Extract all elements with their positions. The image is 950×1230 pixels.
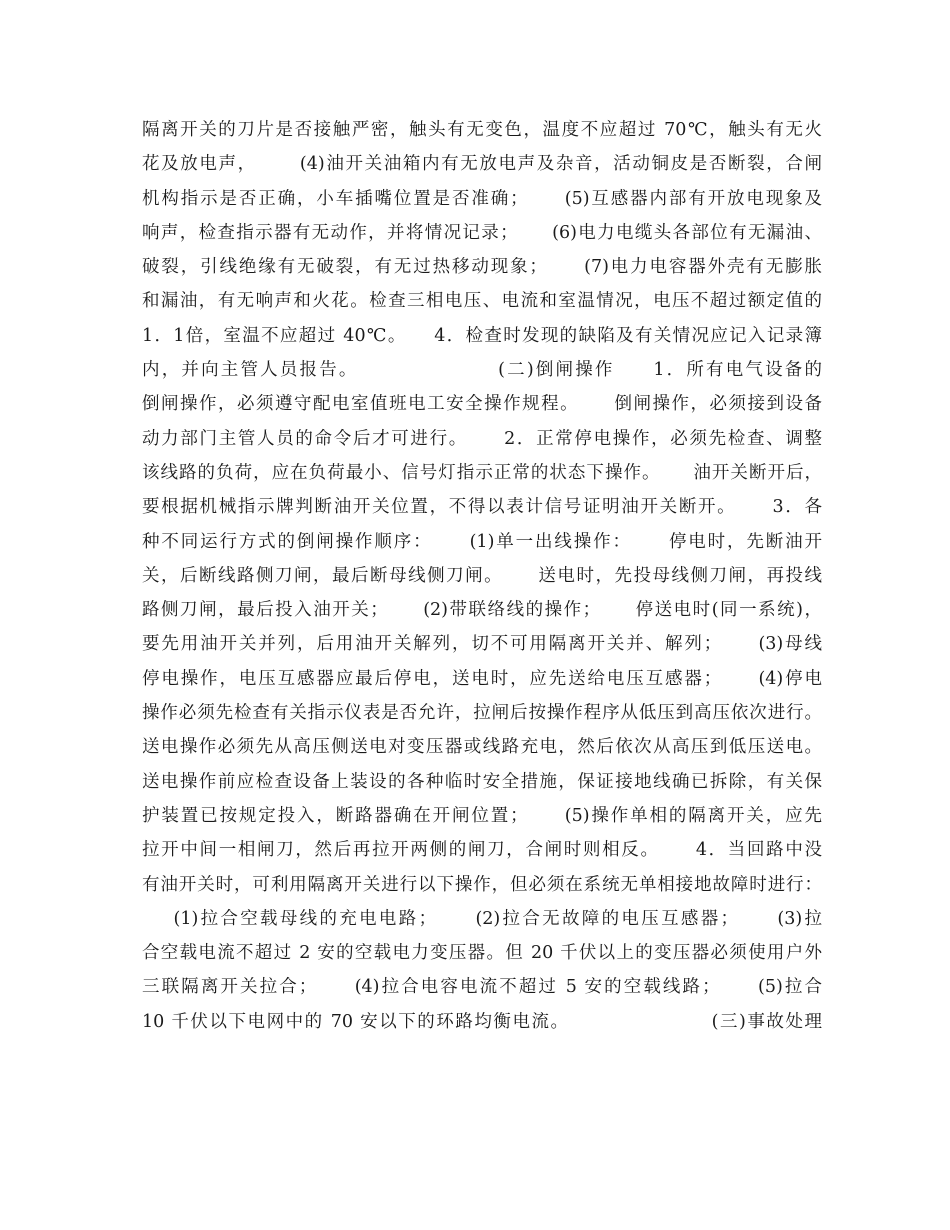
text-line: 倒闸操作，必须遵守配电室值班电工安全操作规程。 倒闸操作，必须接到设备 [142, 394, 822, 415]
text-line: 送电操作必须先从高压侧送电对变压器或线路充电，然后依次从高压到低压送电。 [142, 737, 822, 758]
text-line: 有油开关时，可利用隔离开关进行以下操作，但必须在系统无单相接地故障时进行： [142, 874, 822, 895]
text-line: 响声，检查指示器有无动作，并将情况记录； (6)电力电缆头各部位有无漏油、 [142, 222, 822, 243]
text-line: 停电操作，电压互感器应最后停电，送电时，应先送给电压互感器； (4)停电 [142, 668, 822, 689]
text-line: 拉开中间一相闸刀，然后再拉开两侧的闸刀，合闸时则相反。 4．当回路中没 [142, 840, 822, 861]
text-line: 操作必须先检查有关指示仪表是否允许，拉闸后按操作程序从低压到高压依次进行。 [142, 703, 822, 724]
text-line: 破裂，引线绝缘有无破裂，有无过热移动现象； (7)电力电容器外壳有无膨胀 [142, 257, 822, 278]
text-line: 路侧刀闸，最后投入油开关； (2)带联络线的操作； 停送电时(同一系统)， [142, 600, 822, 621]
text-line: (1)拉合空载母线的充电电路； (2)拉合无故障的电压互感器； (3)拉 [142, 908, 822, 929]
text-line: 要先用油开关并列，后用油开关解列，切不可用隔离开关并、解列； (3)母线 [142, 634, 822, 655]
text-line: 种不同运行方式的倒闸操作顺序： (1)单一出线操作： 停电时，先断油开 [142, 531, 822, 552]
text-line: 隔离开关的刀片是否接触严密，触头有无变色，温度不应超过 70℃，触头有无火 [142, 120, 822, 140]
text-line: 护装置已按规定投入，断路器确在开闸位置； (5)操作单相的隔离开关，应先 [142, 805, 822, 826]
text-line: 和漏油，有无响声和火花。检查三相电压、电流和室温情况，电压不超过额定值的 [142, 291, 822, 312]
text-line: 三联隔离开关拉合； (4)拉合电容电流不超过 5 安的空载线路； (5)拉合 [142, 977, 822, 998]
text-line: 该线路的负荷，应在负荷最小、信号灯指示正常的状态下操作。 油开关断开后， [142, 462, 822, 483]
text-line: 关，后断线路侧刀闸，最后断母线侧刀闸。 送电时，先投母线侧刀闸，再投线 [142, 565, 822, 586]
text-line: 花及放电声， (4)油开关油箱内有无放电声及杂音，活动铜皮是否断裂，合闸 [142, 154, 822, 175]
body-text [142, 113, 822, 1039]
text-line: 动力部门主管人员的命令后才可进行。 2．正常停电操作，必须先检查、调整 [142, 428, 822, 449]
text-line: 要根据机械指示牌判断油开关位置，不得以表计信号证明油开关断开。 3．各 [142, 497, 822, 518]
text-line: 合空载电流不超过 2 安的空载电力变压器。但 20 千伏以上的变压器必须使用户外 [142, 943, 822, 964]
text-line: 机构指示是否正确，小车插嘴位置是否准确； (5)互感器内部有开放电现象及 [142, 188, 822, 209]
text-line: 10 千伏以下电网中的 70 安以下的环路均衡电流。 (三)事故处理 [142, 1011, 822, 1032]
text-line: 1．1倍，室温不应超过 40℃。 4．检查时发现的缺陷及有关情况应记入记录簿 [142, 325, 822, 346]
text-line: 送电操作前应检查设备上装设的各种临时安全措施，保证接地线确已拆除，有关保 [142, 771, 822, 792]
text-line: 内，并向主管人员报告。 (二)倒闸操作 1．所有电气设备的 [142, 360, 822, 381]
